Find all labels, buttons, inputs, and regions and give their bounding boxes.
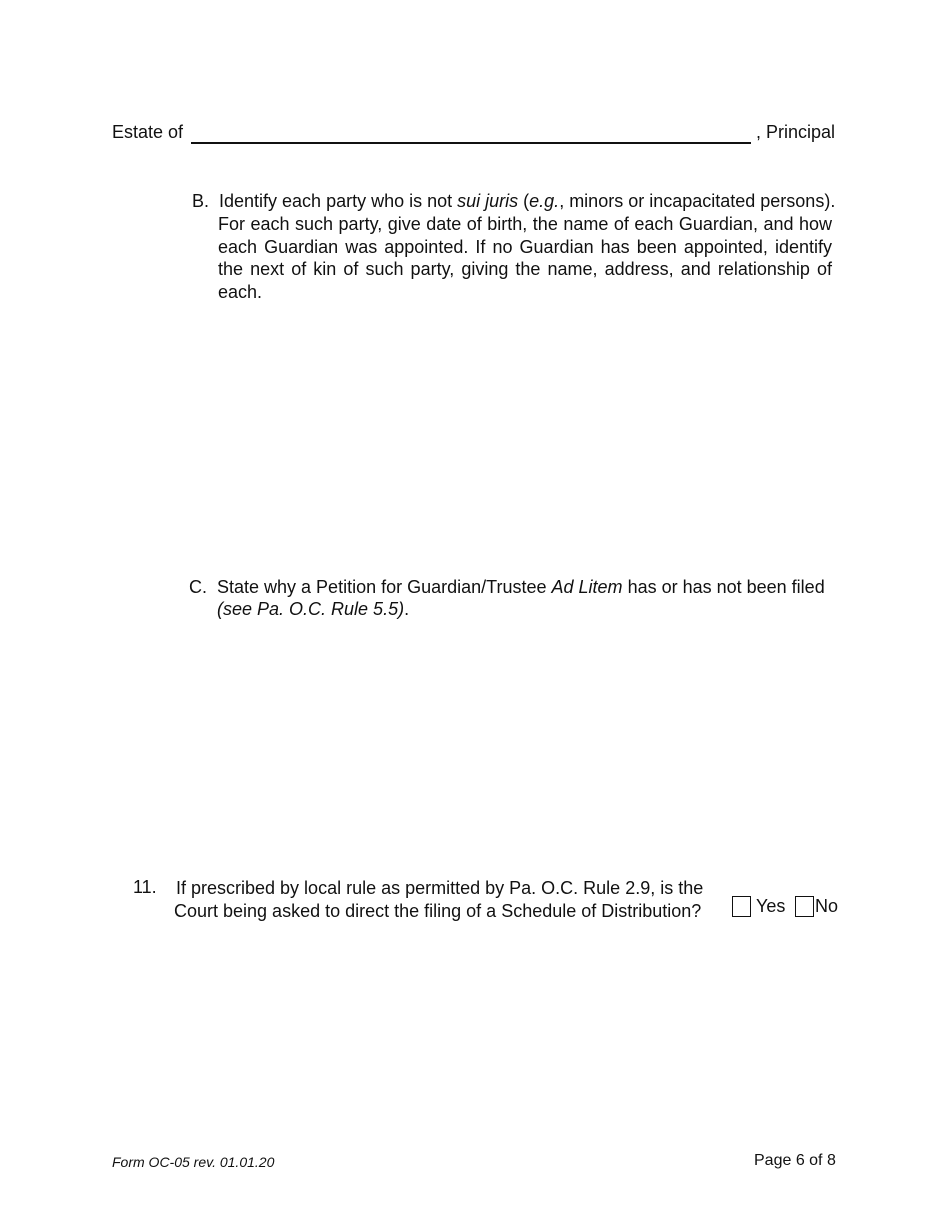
principal-label: , Principal (756, 122, 836, 142)
section-c-rule-text: (see Pa. O.C. Rule 5.5) (217, 599, 405, 619)
section-c-rule-reference (217, 598, 409, 621)
section-b-body: For each such party, give date of birth, the name of each Guardian, and how each Guardian was appointed. If no Guardian has been appointed, identify the next of kin of such party, giving the name, address, and relationship of each. (218, 214, 832, 302)
section-c-line1-pre: State why a Petition for Guardian/Trustee (217, 577, 552, 597)
section-b-line1-post: , minors or incapacitated persons). (559, 191, 836, 211)
no-checkbox[interactable] (795, 896, 814, 917)
no-label: No (815, 896, 839, 916)
section-c-first-line (217, 576, 825, 599)
section-b-letter: B. (192, 191, 210, 211)
section-b-line1-mid: ( (518, 191, 530, 211)
page-number: Page 6 of 8 (754, 1152, 836, 1169)
yes-label: Yes (756, 896, 786, 916)
section-c-line1-post: has or has not been filed (622, 577, 825, 597)
question-11-text (174, 877, 703, 922)
section-b-eg: e.g. (529, 191, 560, 211)
form-revision: Form OC-05 rev. 01.01.20 (112, 1154, 275, 1170)
question-11-number: 11. (133, 877, 157, 897)
section-c-letter: C. (189, 577, 207, 597)
estate-of-label: Estate of (112, 122, 184, 142)
section-c-ad-litem: Ad Litem (551, 577, 623, 597)
question-11-line-1: If prescribed by local rule as permitted by Pa. O.C. Rule 2.9, is the (176, 878, 704, 898)
section-b-line1-pre: Identify each party who is not (219, 191, 458, 211)
question-11-line-2: Court being asked to direct the filing of a Schedule of Distribution? (174, 900, 702, 921)
estate-header (112, 120, 842, 146)
section-c-rule-period: . (404, 599, 410, 619)
section-b-sui-juris: sui juris (457, 191, 519, 211)
section-b-first-line (219, 190, 835, 213)
estate-name-field[interactable] (191, 120, 751, 144)
yes-checkbox[interactable] (732, 896, 751, 917)
